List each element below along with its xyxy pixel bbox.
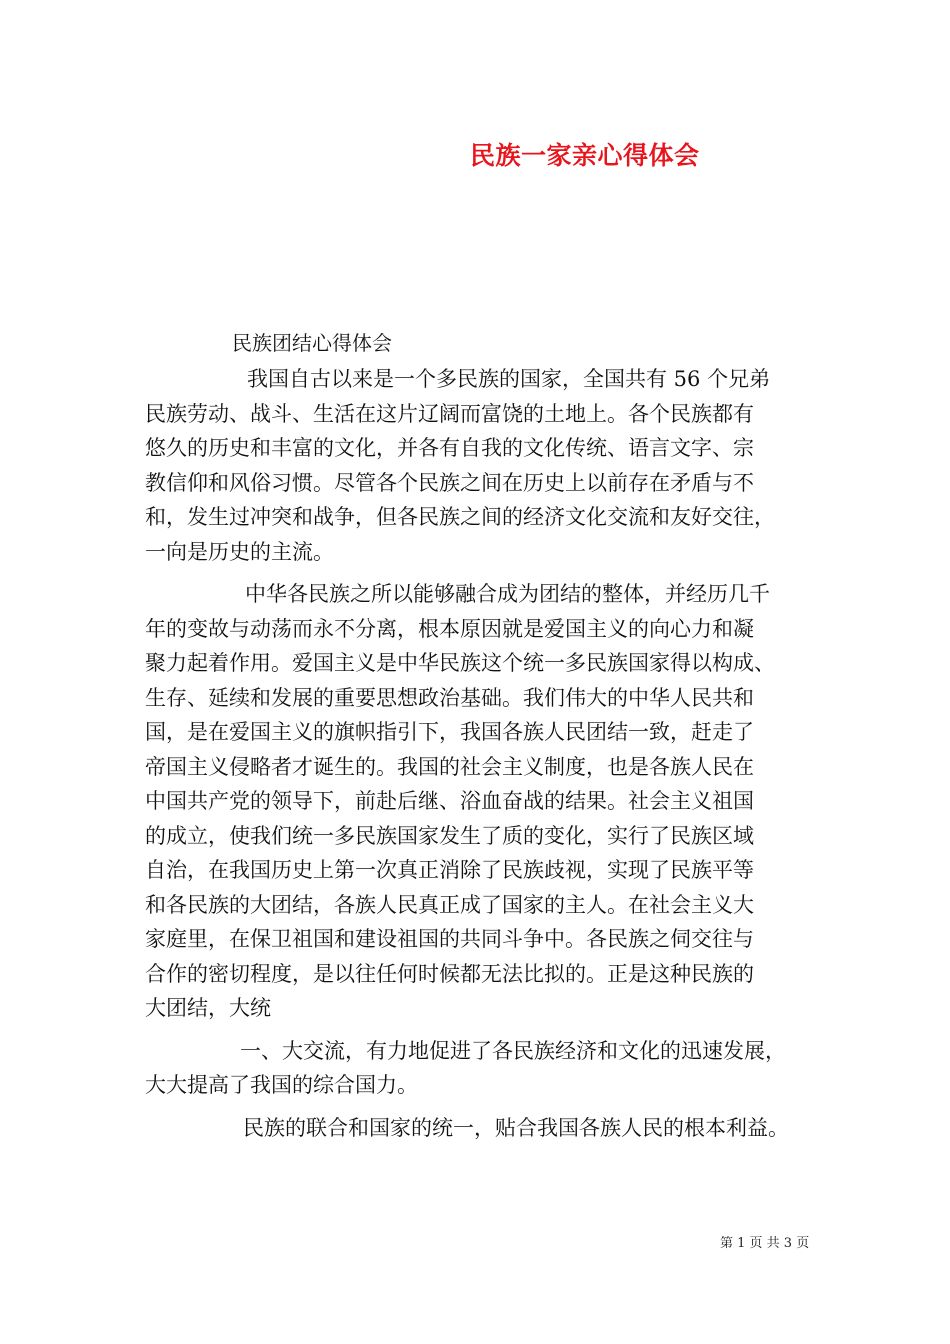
paragraph-3-line-2: 大大提高了我国的综合国力。: [145, 1073, 418, 1097]
paragraph-2-line-7: 中国共产党的领导下，前赴后继、浴血奋战的结果。社会主义祖国: [145, 789, 754, 813]
paragraph-2-line-9: 自治，在我国历史上第一次真正消除了民族歧视，实现了民族平等: [145, 858, 754, 882]
paragraph-2-line-1: 中华各民族之所以能够融合成为团结的整体，并经历几千: [245, 582, 770, 606]
paragraph-1-line-1: 我国自古以来是一个多民族的国家，全国共有 56 个兄弟: [247, 367, 771, 391]
paragraph-2-line-13: 大团结，大统: [145, 996, 271, 1020]
paragraph-2-line-3: 聚力起着作用。爱国主义是中华民族这个统一多民族国家得以构成、: [145, 651, 775, 675]
paragraph-1-line-6: 一向是历史的主流。: [145, 539, 334, 564]
paragraph-2-line-6: 帝国主义侵略者才诞生的。我国的社会主义制度，也是各族人民在: [145, 754, 754, 779]
document-subtitle: 民族团结心得体会: [232, 331, 392, 355]
paragraph-4-line-1: 民族的联合和国家的统一，贴合我国各族人民的根本利益。: [243, 1115, 789, 1140]
paragraph-1-line-2: 民族劳动、战斗、生活在这片辽阔而富饶的土地上。各个民族都有: [145, 401, 754, 426]
paragraph-2-line-11: 家庭里，在保卫祖国和建设祖国的共同斗争中。各民族之伺交往与: [145, 927, 754, 951]
document-title: 民族一家亲心得体会: [470, 141, 700, 170]
paragraph-2-line-10: 和各民族的大团结，各族人民真正成了国家的主人。在社会主义大: [145, 892, 754, 917]
page-footer: 第 1 页 共 3 页: [720, 1236, 810, 1251]
paragraph-2-line-4: 生存、延续和发展的重要思想政治基础。我们伟大的中华人民共和: [145, 685, 754, 710]
paragraph-2-line-2: 年的变故与动荡而永不分离，根本原因就是爱国主义的向心力和凝: [145, 616, 754, 641]
paragraph-2-line-5: 国，是在爱国主义的旗帜指引下，我国各族人民团结一致，赶走了: [145, 720, 754, 744]
paragraph-1-line-5: 和，发生过冲突和战争，但各民族之间的经济文化交流和友好交往，: [145, 505, 775, 529]
paragraph-2-line-8: 的成立，使我们统一多民族国家发生了质的变化，实行了民族区域: [145, 823, 754, 848]
paragraph-3-line-1: 一、大交流，有力地促进了各民族经济和文化的迅速发展，: [240, 1038, 786, 1063]
document-body: [145, 362, 825, 1145]
paragraph-1-line-3: 悠久的历史和丰富的文化，并各有自我的文化传统、语言文字、宗: [145, 436, 754, 460]
paragraph-2-line-12: 合作的密切程度，是以往任何时候都无法比拟的。正是这种民族的: [145, 961, 754, 986]
paragraph-1-line-4: 教信仰和风俗习惯。尽管各个民族之间在历史上以前存在矛盾与不: [145, 470, 754, 495]
